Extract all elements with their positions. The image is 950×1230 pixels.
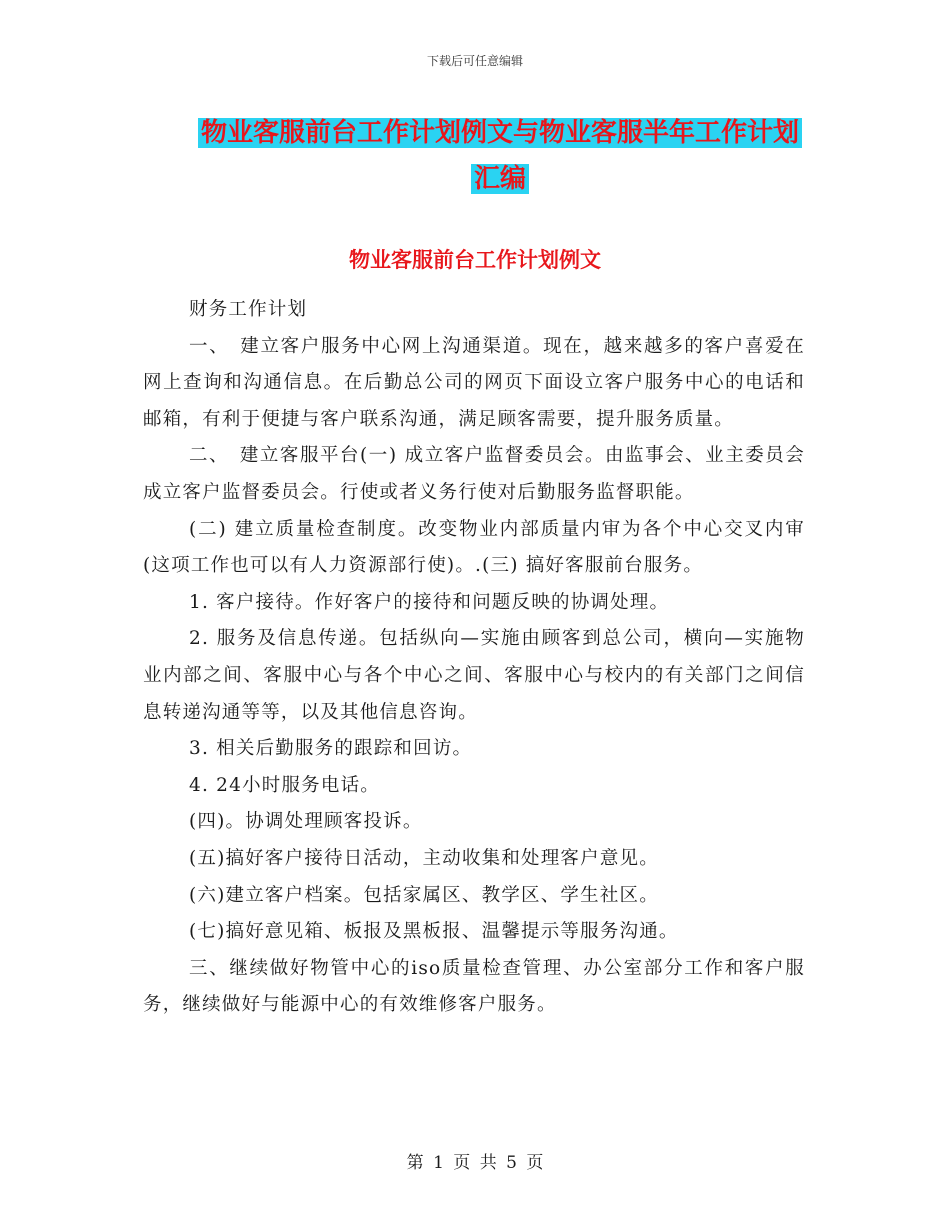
paragraph: 财务工作计划 [189, 299, 308, 320]
paragraph: (七)搞好意见箱、板报及黑板报、温馨提示等服务沟通。 [189, 921, 679, 943]
paragraph: (四)。协调处理顾客投诉。 [189, 811, 423, 833]
paragraph: 2. 服务及信息传递。包括纵向—实施由顾客到总公司，横向—实施物业内部之间、客服中心与各个中心之间、客服中心与校内的有关部门之间信息转递沟通等等，以及其他信息咨询。 [143, 628, 805, 723]
paragraph: (六)建立客户档案。包括家属区、教学区、学生社区。 [189, 884, 659, 906]
page-header-note: 下载后可任意编辑 [426, 54, 523, 68]
paragraph: 一、 建立客户服务中心网上沟通渠道。现在，越来越多的客户喜爱在网上查询和沟通信息。在后勤总公司的网页下面设立客户服务中心的电话和邮箱，有利于便捷与客户联系沟通，满足顾客需要，提升服务质量。 [143, 335, 805, 430]
page-number: 第 1 页 共 5 页 [406, 1153, 544, 1173]
paragraph: 3. 相关后勤服务的跟踪和回访。 [189, 738, 473, 760]
paragraph: 4. 24小时服务电话。 [189, 774, 380, 796]
section-title: 物业客服前台工作计划例文 [349, 247, 601, 272]
document-title-line2: 汇编 [471, 164, 529, 194]
paragraph: 三、继续做好物管中心的iso质量检查管理、办公室部分工作和客户服务，继续做好与能源中心的有效维修客户服务。 [143, 957, 805, 1016]
paragraph: (二) 建立质量检查制度。改变物业内部质量内审为各个中心交叉内审(这项工作也可以有人力资源部行使)。.(三) 搞好客服前台服务。 [143, 518, 805, 577]
paragraph: (五)搞好客户接待日活动，主动收集和处理客户意见。 [189, 847, 659, 869]
paragraph: 二、 建立客服平台(一) 成立客户监督委员会。由监事会、业主委员会成立客户监督委员会。行使或者义务行使对后勤服务监督职能。 [143, 445, 805, 503]
document-title [190, 110, 810, 202]
paragraph: 1. 客户接待。作好客户的接待和问题反映的协调处理。 [189, 591, 670, 613]
document-body [143, 292, 805, 1024]
document-title-line1: 物业客服前台工作计划例文与物业客服半年工作计划 [198, 118, 802, 148]
